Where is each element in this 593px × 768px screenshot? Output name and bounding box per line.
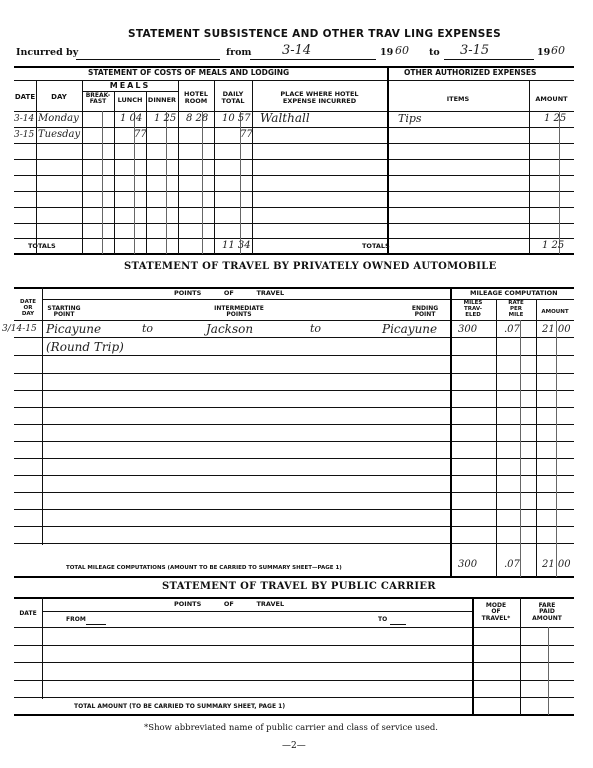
meals-lodging-table [14, 66, 574, 254]
row1-amount: 1 25 [544, 113, 567, 124]
incurred-by-label: Incurred by [16, 47, 79, 58]
auto-total-amount: 21 00 [542, 559, 571, 570]
row2-daily: 77 [240, 129, 253, 140]
col-day-header: DAY [51, 93, 67, 101]
auto-row-intermediate: Jackson [206, 322, 254, 336]
public-col-fare-header: FARE PAID AMOUNT [532, 602, 562, 622]
row2-day: Tuesday [38, 129, 81, 140]
col-dinner-header: DINNER [147, 96, 177, 104]
auto-row-end: Picayune [382, 322, 438, 336]
public-from-label: FROM [66, 616, 86, 623]
auto-row-to2: to [310, 322, 322, 335]
public-to-label: TO [378, 616, 388, 623]
form-title: STATEMENT SUBSISTENCE AND OTHER TRAV LING EXPENSES [128, 28, 501, 40]
totals-label: TOTALS [28, 242, 56, 250]
row1-dinner: 1 25 [154, 113, 177, 124]
auto-row-start: Picayune [46, 322, 102, 336]
col-hotel-header: HOTEL ROOM [184, 90, 208, 105]
public-total-label: TOTAL AMOUNT (TO BE CARRIED TO SUMMARY SHEET, PAGE 1) [74, 703, 286, 710]
auto-total-miles: 300 [458, 559, 478, 570]
from-label: from [226, 47, 252, 58]
row1-date: 3-14 [14, 114, 35, 124]
from-date-value: 3-14 [282, 43, 312, 58]
auto-travel-table [2, 287, 574, 577]
auto-points-label: POINTS OF TRAVEL [174, 289, 285, 297]
public-carrier-table [14, 597, 574, 715]
auto-col-start-header: STARTING POINT [47, 305, 81, 319]
row1-day: Monday [38, 113, 79, 124]
col-breakfast-header: BREAK- FAST [85, 92, 111, 106]
auto-row-note: (Round Trip) [46, 340, 124, 354]
year1-value: 60 [395, 44, 409, 57]
to-date-value: 3-15 [460, 43, 490, 58]
auto-col-end-header: ENDING POINT [411, 305, 439, 319]
public-col-mode-header: MODE OF TRAVEL* [481, 602, 511, 622]
row1-place: Walthall [260, 111, 310, 125]
auto-section-title: STATEMENT OF TRAVEL BY PRIVATELY OWNED AUTOMOBILE [124, 261, 497, 272]
page-number: —2— [282, 741, 306, 751]
row1-daily: 10 57 [222, 113, 251, 124]
public-col-date-header: DATE [19, 610, 37, 617]
year2-value: 60 [551, 44, 565, 57]
auto-col-amount-header: AMOUNT [541, 309, 569, 315]
footnote: *Show abbreviated name of public carrier and class of service used. [144, 723, 438, 733]
auto-row-to1: to [142, 322, 154, 335]
row1-item: Tips [398, 112, 422, 125]
meals-section-title: STATEMENT OF COSTS OF MEALS AND LODGING [88, 68, 290, 77]
auto-col-rate-header: RATE PER MILE [508, 300, 524, 318]
auto-row-date: 3/14-15 [2, 324, 37, 334]
auto-row-rate: .07 [504, 324, 520, 335]
auto-row-miles: 300 [458, 324, 478, 335]
row2-date: 3-15 [14, 130, 35, 140]
row1-hotel: 8 28 [186, 113, 209, 124]
totals-right-value: 1 25 [542, 240, 565, 251]
auto-col-miles-header: MILES TRAV- ELED [463, 300, 483, 318]
mileage-computation-label: MILEAGE COMPUTATION [470, 289, 558, 297]
row2-lunch: 77 [134, 129, 147, 140]
year1-label: 19 [380, 47, 394, 58]
to-label: to [429, 47, 440, 58]
col-items-header: ITEMS [446, 95, 470, 103]
col-date-header: DATE [14, 93, 36, 101]
auto-col-date-header: DATE OR DAY [20, 299, 36, 317]
other-expenses-title: OTHER AUTHORIZED EXPENSES [404, 68, 537, 77]
auto-row-amount: 21 00 [542, 324, 571, 335]
col-place-header: PLACE WHERE HOTEL EXPENSE INCURRED [280, 90, 359, 105]
row1-lunch: 1 04 [120, 113, 143, 124]
auto-col-intermediate-header: INTERMEDIATE POINTS [214, 305, 264, 319]
col-meals-header: MEALS [109, 81, 151, 90]
totals-value: 11 34 [222, 240, 251, 251]
public-points-label: POINTS OF TRAVEL [174, 600, 285, 608]
auto-total-label: TOTAL MILEAGE COMPUTATIONS (AMOUNT TO BE CARRIED TO SUMMARY SHEET—PAGE 1) [66, 565, 342, 571]
auto-total-rate: .07 [504, 559, 520, 570]
col-daily-header: DAILY TOTAL [221, 90, 245, 105]
year2-label: 19 [537, 47, 551, 58]
col-amount-header: AMOUNT [535, 95, 568, 103]
public-section-title: STATEMENT OF TRAVEL BY PUBLIC CARRIER [162, 581, 436, 592]
col-lunch-header: LUNCH [117, 96, 143, 104]
totals-right-label: TOTALS [362, 242, 390, 250]
